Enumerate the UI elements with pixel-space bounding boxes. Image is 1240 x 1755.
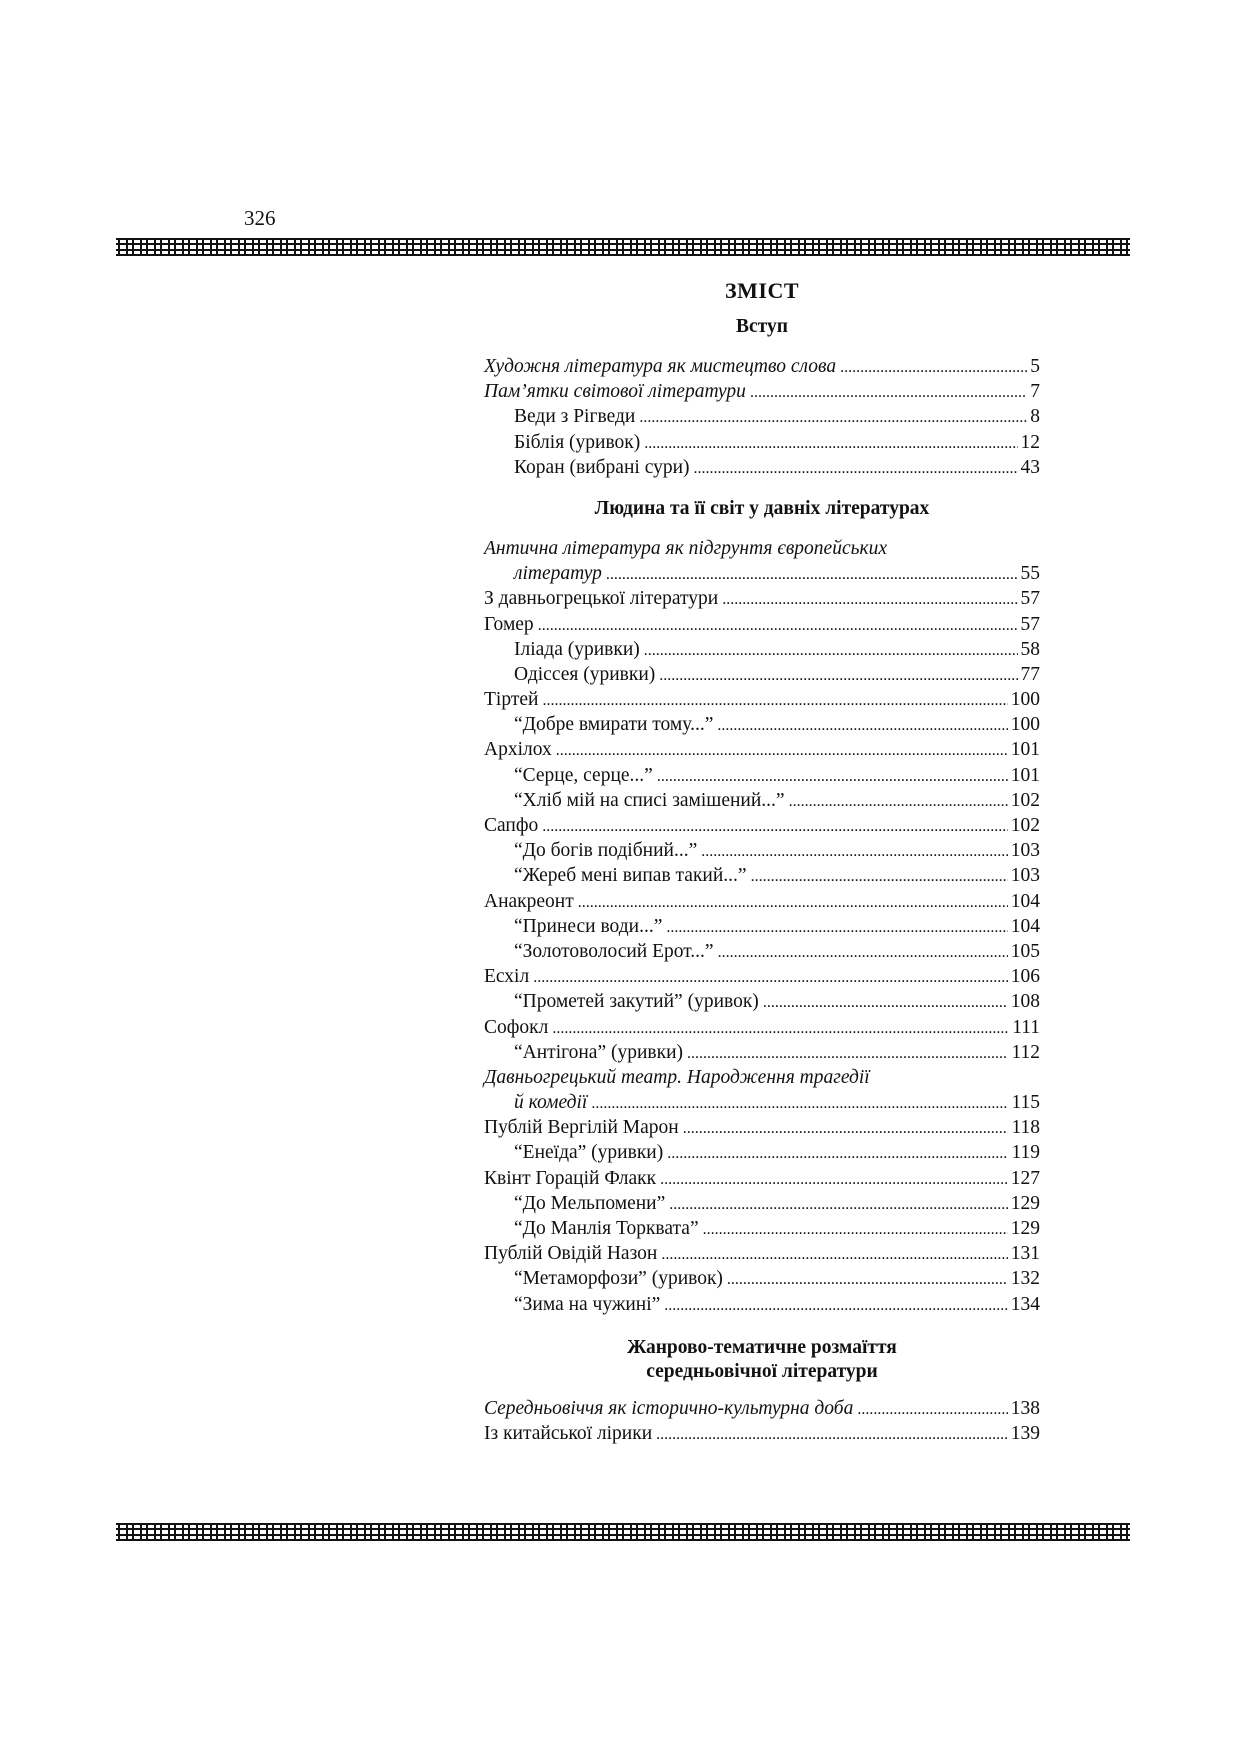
toc-entry[interactable]: Софокл . . . 111: [484, 1015, 1040, 1040]
table-of-contents: [484, 276, 1040, 1446]
toc-entry[interactable]: й комедії . . . 115: [484, 1090, 1040, 1115]
toc-entry[interactable]: Публій Овідій Назон . . . 131: [484, 1241, 1040, 1266]
toc-title: ЗМІСТ: [725, 278, 799, 303]
toc-entry[interactable]: Веди з Рігведи . . . 8: [484, 404, 1040, 429]
toc-entry[interactable]: “Жереб мені випав такий...” . . . 103: [484, 863, 1040, 888]
toc-entry[interactable]: “Прометей закутий” (уривок) . . . 108: [484, 989, 1040, 1014]
toc-entry-line: Антична література як підгрунтя європейських: [484, 537, 888, 559]
toc-entry[interactable]: Публій Вергілій Марон . . . 118: [484, 1115, 1040, 1140]
toc-entry[interactable]: “Енеїда” (уривки) . . . 119: [484, 1140, 1040, 1165]
toc-entry[interactable]: “Серце, серце...” . . . 101: [484, 763, 1040, 788]
toc-entry[interactable]: Анакреонт . . . 104: [484, 889, 1040, 914]
toc-entry[interactable]: “Хліб мій на списі замішений...” . . . 102: [484, 788, 1040, 813]
toc-entry[interactable]: Квінт Горацій Флакк . . . 127: [484, 1166, 1040, 1191]
toc-entry[interactable]: Пам’ятки світової літератури . . . 7: [484, 379, 1040, 404]
top-ornament-border: [116, 238, 1130, 256]
toc-entry[interactable]: “До богів подібний...” . . . 103: [484, 838, 1040, 863]
toc-entry[interactable]: Одіссея (уривки) . . . 77: [484, 662, 1040, 687]
section-title-ancient: Людина та її світ у давніх літературах: [594, 497, 930, 519]
toc-entry[interactable]: “До Мельпомени” . . . 129: [484, 1191, 1040, 1216]
toc-entry[interactable]: Із китайської лірики . . . 139: [484, 1421, 1040, 1446]
toc-entry[interactable]: “Зима на чужині” . . . 134: [484, 1292, 1040, 1317]
toc-entry[interactable]: “Добре вмирати тому...” . . . 100: [484, 712, 1040, 737]
page-number: 326: [244, 206, 276, 230]
toc-entry[interactable]: Тіртей . . . 100: [484, 687, 1040, 712]
toc-entry[interactable]: Гомер . . . 57: [484, 612, 1040, 637]
section-title-medieval: Жанрово-тематичне розмаїття середньовічної літератури: [627, 1336, 897, 1382]
toc-entry[interactable]: “Золотоволосий Ерот...” . . . 105: [484, 939, 1040, 964]
toc-entry[interactable]: Художня література як мистецтво слова . . . 5: [484, 354, 1040, 379]
section-title-intro: Вступ: [736, 316, 788, 337]
toc-entry[interactable]: З давньогрецької літератури . . . 57: [484, 586, 1040, 611]
bottom-ornament-border: [116, 1523, 1130, 1541]
toc-entry-line: Давньогрецький театр. Народження трагедії: [484, 1066, 870, 1088]
toc-entry[interactable]: “Метаморфози” (уривок) . . . 132: [484, 1266, 1040, 1291]
toc-entry[interactable]: “Принеси води...” . . . 104: [484, 914, 1040, 939]
toc-entry[interactable]: Архілох . . . 101: [484, 737, 1040, 762]
toc-entry[interactable]: “Антігона” (уривки) . . . 112: [484, 1040, 1040, 1065]
toc-entry[interactable]: літератур . . . 55: [484, 561, 1040, 586]
toc-entry[interactable]: “До Манлія Торквата” . . . 129: [484, 1216, 1040, 1241]
toc-entry[interactable]: Іліада (уривки) . . . 58: [484, 637, 1040, 662]
toc-entry[interactable]: Сапфо . . . 102: [484, 813, 1040, 838]
toc-entry[interactable]: Коран (вибрані сури) . . . 43: [484, 455, 1040, 480]
toc-entry[interactable]: Есхіл . . . 106: [484, 964, 1040, 989]
toc-entry[interactable]: Середньовіччя як історично-культурна доба . . . 138: [484, 1396, 1040, 1421]
toc-entry[interactable]: Біблія (уривок) . . . 12: [484, 430, 1040, 455]
